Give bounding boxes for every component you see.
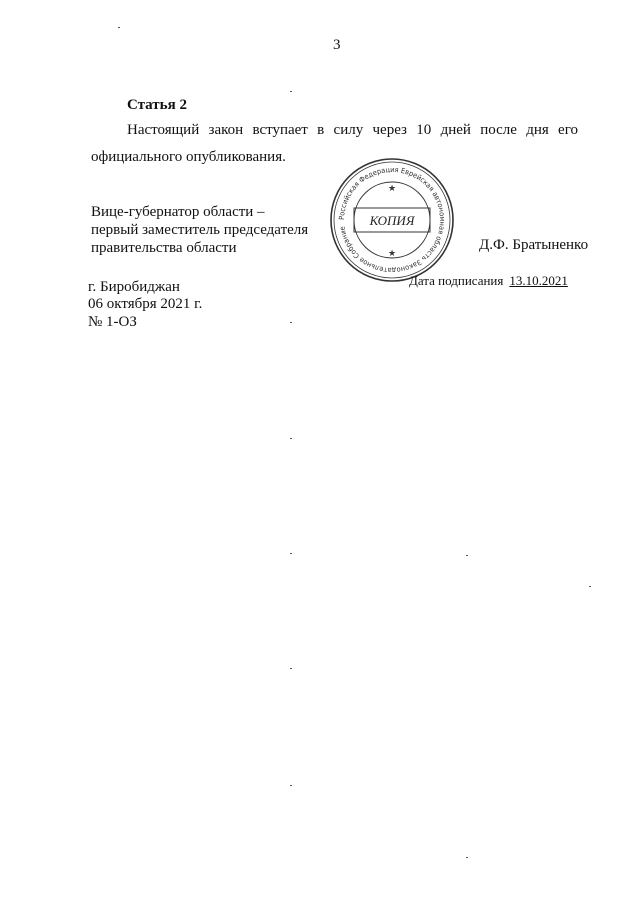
scan-speck — [290, 785, 292, 786]
page-number: 3 — [333, 37, 341, 53]
signing-date-value: 13.10.2021 — [509, 273, 568, 288]
scan-speck — [466, 555, 468, 556]
scan-speck — [290, 322, 292, 323]
stamp-star-bottom: ★ — [387, 248, 397, 258]
scan-speck — [290, 91, 292, 92]
stamp-center-text: КОПИЯ — [369, 213, 415, 228]
article-text-line-2: официального опубликования. — [91, 149, 286, 165]
place-of-signing: г. Биробиджан — [88, 279, 180, 295]
law-number: № 1-ОЗ — [88, 314, 137, 330]
signer-position-line-1: Вице-губернатор области – — [91, 204, 265, 220]
scan-speck — [466, 857, 468, 858]
article-text-line-1: Настоящий закон вступает в силу через 10 дней после дня его — [127, 122, 578, 138]
scan-speck — [290, 438, 292, 439]
law-date: 06 октября 2021 г. — [88, 296, 203, 312]
official-stamp — [328, 156, 456, 284]
stamp-ring-text: Российская Федерация Еврейская автономная область Законодательное Собрание — [336, 164, 448, 276]
signing-date-label: Дата подписания — [409, 273, 504, 288]
signer-position-line-2: первый заместитель председателя — [91, 222, 309, 238]
stamp-star-top: ★ — [387, 183, 397, 193]
signer-position-line-3: правительства области — [91, 240, 237, 256]
scan-speck — [290, 668, 292, 669]
signer-name: Д.Ф. Братыненко — [479, 237, 589, 253]
scan-speck — [290, 553, 292, 554]
article-heading: Статья 2 — [127, 97, 187, 113]
signing-date — [409, 272, 568, 290]
scan-speck — [589, 586, 591, 587]
scan-speck — [118, 27, 120, 28]
